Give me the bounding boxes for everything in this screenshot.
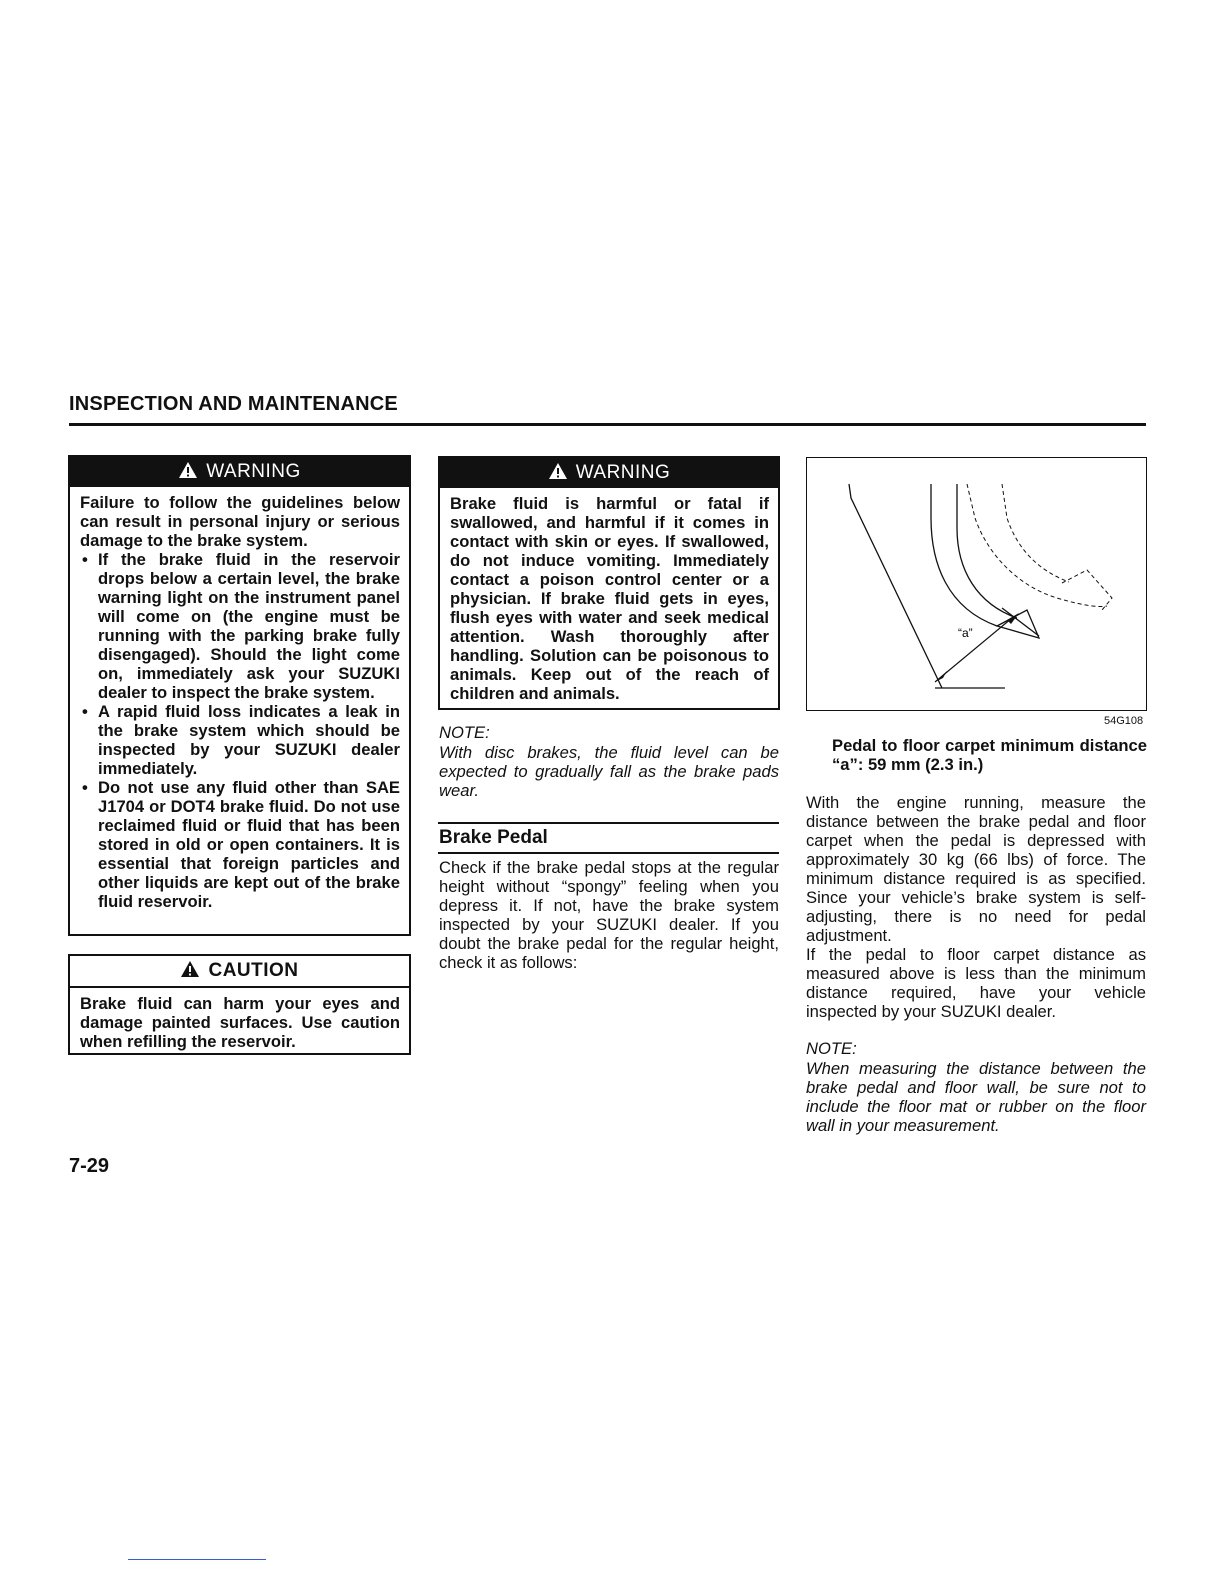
dimension-label-a: “a” — [958, 626, 973, 640]
caution-box — [68, 954, 411, 1055]
section-heading-brake-pedal: Brake Pedal — [439, 827, 548, 848]
warning-triangle-icon — [178, 461, 198, 479]
pedal-figure-frame — [806, 457, 1147, 711]
note-text: When measuring the distance between the brake pedal and floor wall, be sure not to include the floor mat or rubber on the floor wall in your measurement. — [806, 1059, 1146, 1135]
warning-heading-text: WARNING — [206, 461, 301, 482]
page-header-title: INSPECTION AND MAINTENANCE — [69, 393, 398, 415]
header-rule — [69, 423, 1146, 426]
note-disc-brakes — [439, 723, 779, 800]
note-label: NOTE: — [806, 1039, 857, 1058]
warning-header — [440, 458, 778, 488]
caution-body — [70, 988, 409, 1059]
warning-bullet-item: • If the brake fluid in the reservoir drops below a certain level, the brake warning light on the instrument panel will come on (the engine must be running with the parking brake fully disengaged). Should the light come on, immediately ask your SUZUKI dealer to inspect the brake system. — [80, 550, 400, 702]
note-text: With disc brakes, the fluid level can be expected to gradually fall as the brake pads wear. — [439, 743, 779, 800]
caution-heading-text: CAUTION — [208, 960, 299, 981]
right-paragraph-measure: With the engine running, measure the distance between the brake pedal and floor carpet when the pedal is depressed with approximately 30 kg (66 lbs) of force. The minimum distance required is as specified. Since your vehicle’s brake system is self-adjusting, there is no need for pedal adjustment. — [806, 793, 1146, 945]
caution-header — [70, 956, 409, 988]
caution-text: Brake fluid can harm your eyes and damage painted surfaces. Use caution when refilling the reservoir. — [80, 994, 400, 1051]
warning-heading-text: WARNING — [575, 462, 671, 483]
brake-pedal-paragraph: Check if the brake pedal stops at the regular height without “spongy” feeling when you depress it. If not, have the brake system inspected by your SUZUKI dealer. If you doubt the brake pedal for the regular height, check it as follows: — [439, 858, 779, 972]
warning-box-brake-fluid — [438, 456, 780, 710]
warning-body — [70, 487, 409, 919]
note-measuring — [806, 1039, 1146, 1135]
warning-bullet-list — [80, 550, 400, 911]
note-label: NOTE: — [439, 723, 490, 742]
warning-header — [70, 457, 409, 487]
caution-triangle-icon — [180, 960, 200, 978]
warning-bullet-item: • Do not use any fluid other than SAE J1704 or DOT4 brake fluid. Do not use reclaimed fluid or fluid that has been stored in old or open containers. It is essential that foreign particles and other liquids are kept out of the brake fluid reservoir. — [80, 778, 400, 911]
pedal-spec: Pedal to floor carpet minimum distance “a”: 59 mm (2.3 in.) — [832, 736, 1147, 774]
page-number: 7-29 — [69, 1155, 110, 1177]
footer-link-line — [128, 1559, 266, 1560]
warning-intro: Failure to follow the guidelines below can result in personal injury or serious damage to the brake system. — [80, 493, 400, 550]
warning-body — [440, 488, 778, 711]
warning-box-general — [68, 455, 411, 936]
figure-code: 54G108 — [1104, 715, 1144, 727]
right-paragraph-dealer: If the pedal to floor carpet distance as measured above is less than the minimum distance required, have your vehicle inspected by your SUZUKI dealer. — [806, 945, 1146, 1021]
warning-triangle-icon — [548, 462, 568, 480]
warning-bullet-item: • A rapid fluid loss indicates a leak in the brake system which should be inspected by your SUZUKI dealer immediately. — [80, 702, 400, 778]
section-rule — [438, 852, 779, 854]
section-rule — [438, 822, 779, 824]
pedal-diagram — [807, 458, 1145, 709]
warning-text: Brake fluid is harmful or fatal if swallowed, and harmful if it comes in contact with skin or eyes. If swallowed, do not induce vomiting. Immediately contact a poison control center or a physician. If brake fluid gets in eyes, flush eyes with water and seek medical attention. Wash thoroughly after handling. Solution can be poisonous to animals. Keep out of the reach of children and animals. — [450, 494, 769, 703]
